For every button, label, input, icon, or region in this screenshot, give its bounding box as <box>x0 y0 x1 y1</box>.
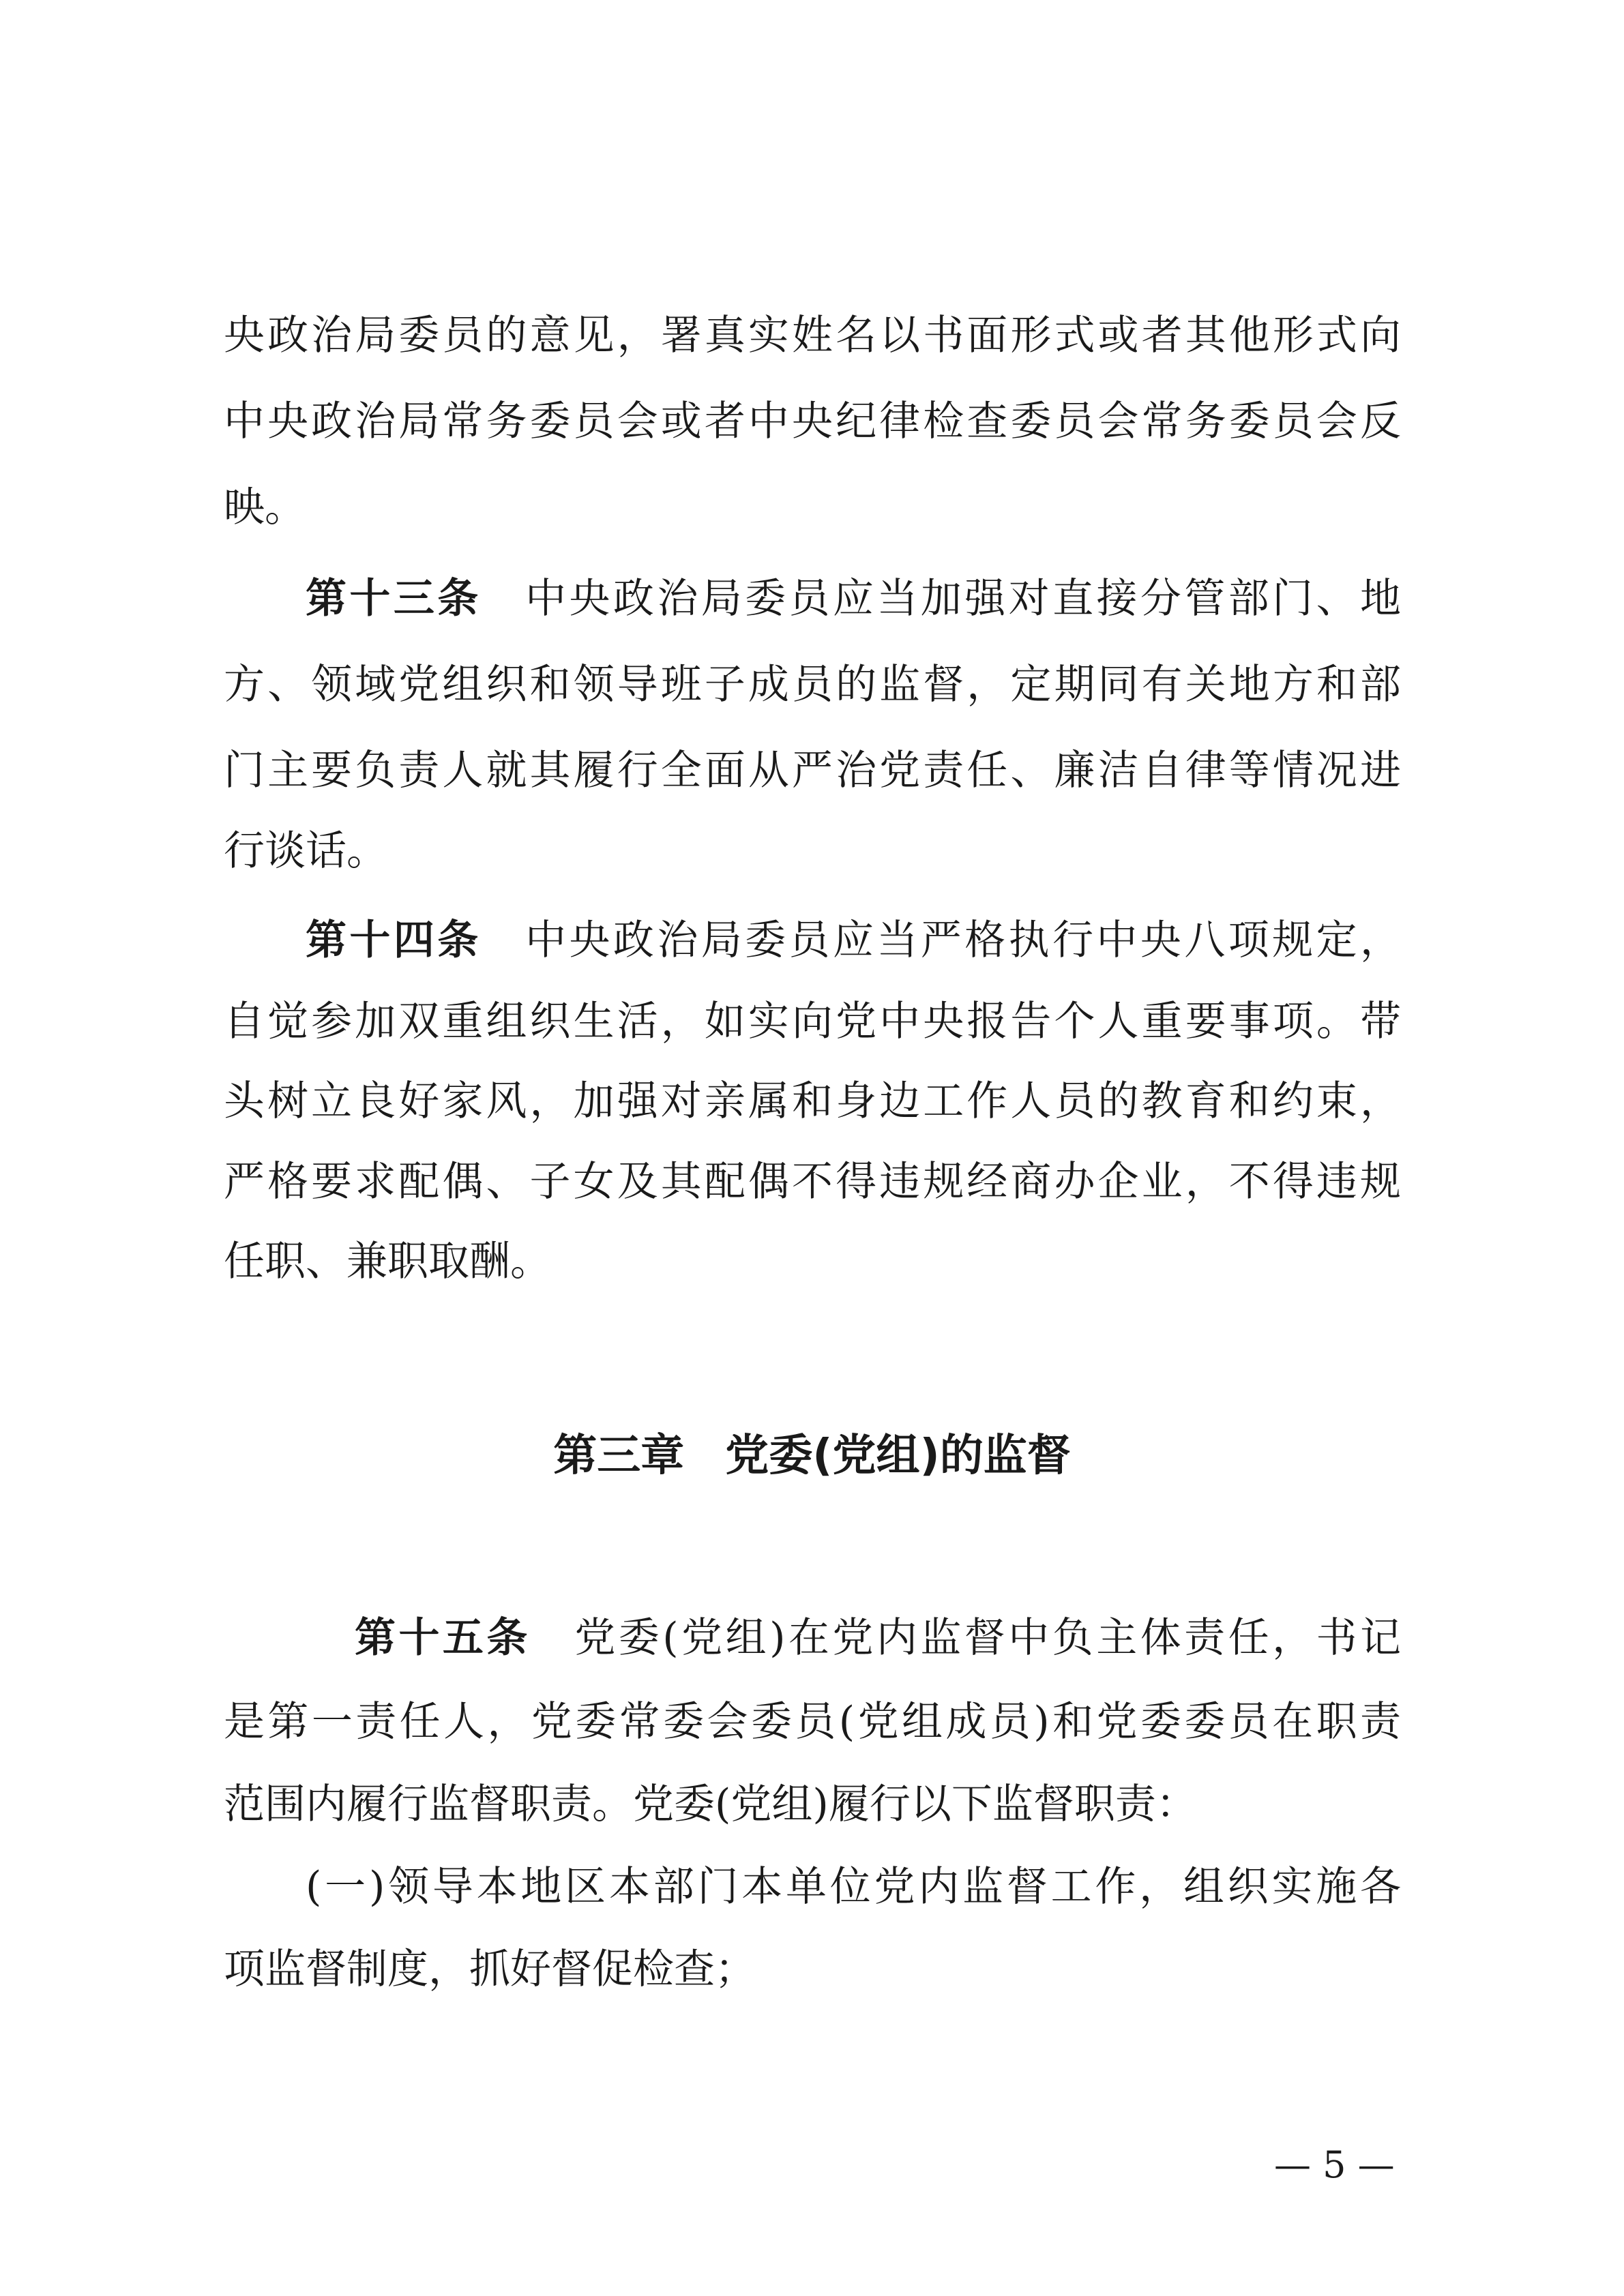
paragraph-line: 范围内履行监督职责。党委(党组)履行以下监督职责： <box>224 1780 1197 1828</box>
article-14-label: 第十四条 <box>306 916 482 964</box>
article-15-text: 党委(党组)在党内监督中负主体责任，书记 <box>571 1614 1402 1662</box>
paragraph-line: 项监督制度，抓好督促检查； <box>224 1945 756 1993</box>
paragraph-line: 严格要求配偶、子女及其配偶不得违规经商办企业，不得违规 <box>224 1158 1401 1206</box>
article-13-first-line <box>306 571 1401 626</box>
article-15-first-line <box>355 1611 1401 1665</box>
article-15-label: 第十五条 <box>355 1614 531 1662</box>
chapter-title: 党委(党组)的监督 <box>725 1431 1071 1481</box>
page-number: — 5 — <box>1274 2143 1395 2186</box>
article-13-text: 中央政治局委员应当加强对直接分管部门、地 <box>522 575 1402 623</box>
paragraph-line: 自觉参加双重组织生活，如实向党中央报告个人重要事项。带 <box>224 998 1401 1045</box>
paragraph-line: 门主要负责人就其履行全面从严治党责任、廉洁自律等情况进 <box>224 747 1401 794</box>
list-item-first-line: (一)领导本地区本部门本单位党内监督工作，组织实施各 <box>306 1863 1401 1911</box>
article-13-label: 第十三条 <box>306 575 482 623</box>
paragraph-line: 中央政治局常务委员会或者中央纪律检查委员会常务委员会反 <box>224 398 1401 445</box>
chapter-number: 第三章 <box>553 1431 685 1481</box>
article-14-text: 中央政治局委员应当严格执行中央八项规定， <box>522 916 1402 964</box>
paragraph-line: 行谈话。 <box>224 827 387 875</box>
paragraph-line: 央政治局委员的意见，署真实姓名以书面形式或者其他形式向 <box>224 312 1401 359</box>
paragraph-line: 方、领域党组织和领导班子成员的监督，定期同有关地方和部 <box>224 661 1401 709</box>
paragraph-line: 任职、兼职取酬。 <box>224 1238 551 1285</box>
article-14-first-line <box>306 913 1401 968</box>
paragraph-line: 头树立良好家风，加强对亲属和身边工作人员的教育和约束， <box>224 1077 1401 1125</box>
paragraph-line: 是第一责任人，党委常委会委员(党组成员)和党委委员在职责 <box>224 1698 1401 1746</box>
paragraph-line: 映。 <box>224 483 306 531</box>
chapter-heading <box>0 1429 1624 1483</box>
